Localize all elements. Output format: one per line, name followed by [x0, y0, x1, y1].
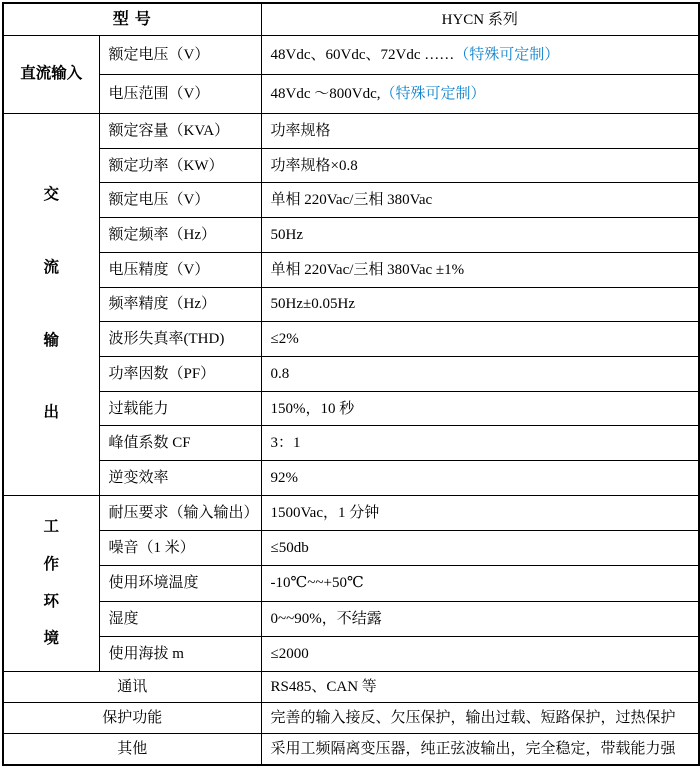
section-char: 交: [43, 186, 59, 204]
param-value: 0.8: [261, 357, 699, 392]
param-label: 噪音（1 米）: [99, 531, 261, 566]
table-row: [3, 496, 699, 531]
param-value: 50Hz±0.05Hz: [261, 287, 699, 322]
series-value: HYCN 系列: [261, 3, 699, 36]
param-label: 额定频率（Hz）: [99, 218, 261, 253]
table-row: [3, 733, 699, 765]
param-label: 逆变效率: [99, 461, 261, 496]
table-row: [3, 391, 699, 426]
param-value: 0~~90%，不结露: [261, 601, 699, 636]
param-value: ≤2000: [261, 636, 699, 671]
table-row: [3, 531, 699, 566]
param-value: 150%，10 秒: [261, 391, 699, 426]
table-row: [3, 114, 699, 149]
param-value: ≤2%: [261, 322, 699, 357]
model-header-label: 型 号: [3, 3, 261, 36]
param-value: 功率规格×0.8: [261, 148, 699, 183]
footer-label-communication: 通讯: [3, 671, 261, 702]
value-text: 48Vdc、60Vdc、72Vdc ……: [270, 47, 455, 63]
param-value: 单相 220Vac/三相 380Vac: [261, 183, 699, 218]
param-value: -10℃~~+50℃: [261, 566, 699, 601]
section-char: 输: [43, 331, 59, 349]
param-label: 额定电压（V）: [99, 36, 261, 75]
footer-label-protection: 保护功能: [3, 702, 261, 733]
value-text: 48Vdc ～800Vdc,: [270, 86, 381, 102]
section-char: 流: [43, 258, 59, 276]
spec-table: [2, 2, 700, 766]
param-label: 湿度: [99, 601, 261, 636]
header-row: [3, 3, 699, 36]
param-value: 92%: [261, 461, 699, 496]
table-row: [3, 566, 699, 601]
section-char: 出: [43, 404, 59, 422]
section-char: 境: [43, 629, 59, 647]
param-label: 使用海拔 m: [99, 636, 261, 671]
param-label: 峰值系数 CF: [99, 426, 261, 461]
param-value: 功率规格: [261, 114, 699, 149]
param-label: 功率因数（PF）: [99, 357, 261, 392]
param-value: ≤50db: [261, 531, 699, 566]
section-label-dc-input: 直流输入: [3, 36, 99, 114]
table-row: [3, 252, 699, 287]
param-value: 50Hz: [261, 218, 699, 253]
param-label: 额定电压（V）: [99, 183, 261, 218]
param-value: 3：1: [261, 426, 699, 461]
section-char: 工: [43, 518, 59, 536]
custom-note: （特殊可定制）: [380, 86, 486, 102]
param-value: 1500Vac，1 分钟: [261, 496, 699, 531]
param-label: 波形失真率(THD): [99, 322, 261, 357]
vertical-section-label: [4, 114, 99, 495]
section-label-ac-output: [3, 114, 99, 496]
table-row: [3, 357, 699, 392]
table-row: [3, 636, 699, 671]
table-row: [3, 148, 699, 183]
table-row: [3, 36, 699, 75]
param-label: 过载能力: [99, 391, 261, 426]
table-row: [3, 183, 699, 218]
param-value: [261, 75, 699, 114]
table-row: [3, 218, 699, 253]
table-row: [3, 426, 699, 461]
param-value: [261, 36, 699, 75]
table-row: [3, 287, 699, 322]
param-label: 电压精度（V）: [99, 252, 261, 287]
section-char: 环: [43, 592, 59, 610]
footer-value: 完善的输入接反、欠压保护，输出过载、短路保护，过热保护: [261, 702, 699, 733]
table-row: [3, 461, 699, 496]
table-row: [3, 702, 699, 733]
table-row: [3, 322, 699, 357]
param-label: 电压范围（V）: [99, 75, 261, 114]
table-row: [3, 601, 699, 636]
table-row: [3, 75, 699, 114]
param-label: 使用环境温度: [99, 566, 261, 601]
footer-value: RS485、CAN 等: [261, 671, 699, 702]
footer-value: 采用工频隔离变压器，纯正弦波输出，完全稳定，带载能力强: [261, 733, 699, 765]
param-label: 频率精度（Hz）: [99, 287, 261, 322]
param-value: 单相 220Vac/三相 380Vac ±1%: [261, 252, 699, 287]
custom-note: （特殊可定制）: [454, 47, 560, 63]
vertical-section-label: [4, 518, 99, 648]
param-label: 额定容量（KVA）: [99, 114, 261, 149]
param-label: 额定功率（KW）: [99, 148, 261, 183]
section-char: 作: [43, 555, 59, 573]
param-label: 耐压要求（输入输出）: [99, 496, 261, 531]
footer-label-other: 其他: [3, 733, 261, 765]
table-row: [3, 671, 699, 702]
section-label-environment: [3, 496, 99, 672]
